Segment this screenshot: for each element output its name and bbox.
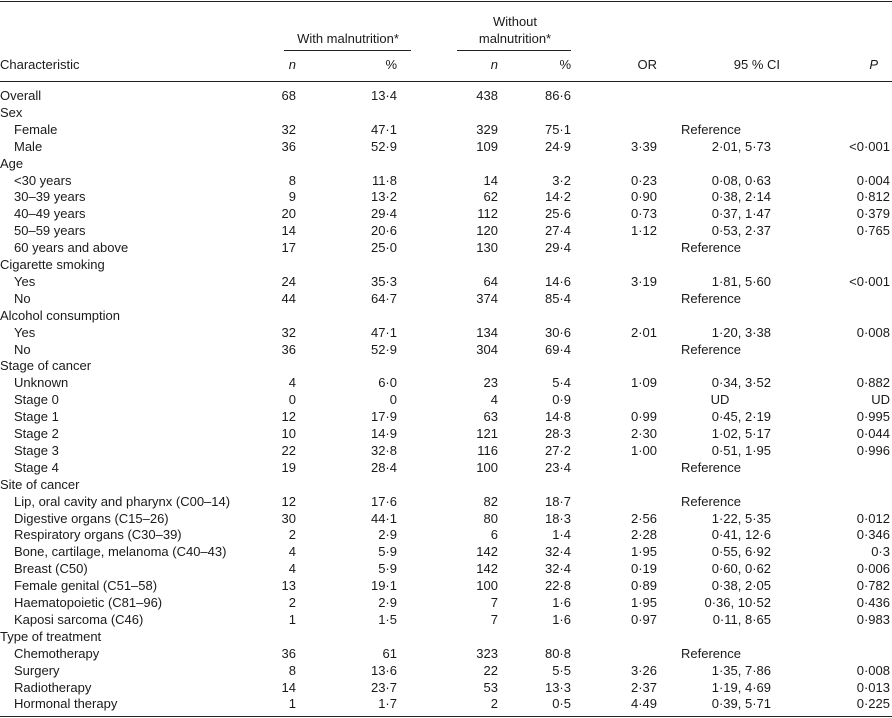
- cell-ci: 0·39, 5·71: [711, 696, 771, 712]
- cell-p: <0·001: [849, 138, 890, 154]
- cell-n2: 304: [476, 341, 498, 357]
- row-label: Digestive organs (C15–26): [14, 510, 169, 526]
- cell-ci: 0·60, 0·62: [711, 561, 771, 577]
- cell-ci: 0·41, 12·6: [711, 527, 771, 543]
- cell-n2: 2: [490, 696, 498, 712]
- row-label: 50–59 years: [14, 223, 86, 239]
- header-ci: 95 % CI: [733, 57, 780, 72]
- cell-n2: 112: [477, 206, 498, 222]
- cell-p1: 23·7: [370, 679, 397, 695]
- cell-ci: 0·37, 1·47: [711, 206, 771, 222]
- table-row: [0, 408, 892, 425]
- cell-p1: 47·1: [370, 324, 397, 340]
- group-header-row: [0, 628, 892, 645]
- cell-n1: 14: [281, 679, 296, 695]
- cell-p: <0·001: [849, 273, 890, 289]
- cell-n1: 20: [281, 206, 296, 222]
- cell-n1: 4: [288, 561, 296, 577]
- cell-n2: 63: [483, 409, 498, 425]
- cell-n2: 7: [490, 595, 498, 610]
- with-malnutrition-underline: [284, 50, 411, 51]
- row-label: No: [14, 341, 31, 357]
- header-characteristic: Characteristic: [0, 57, 80, 72]
- group-label: Stage of cancer: [0, 358, 92, 374]
- group-header-row: [0, 155, 892, 172]
- cell-n1: 8: [288, 662, 296, 678]
- cell-or: 1·95: [630, 595, 657, 610]
- cell-p1: 19·1: [370, 578, 397, 594]
- cell-ref: Reference: [681, 240, 741, 256]
- cell-n2: 329: [476, 121, 498, 137]
- cell-n1: 19: [281, 459, 296, 475]
- cell-n2: 374: [476, 290, 498, 306]
- cell-n1: 9: [288, 189, 296, 205]
- cell-ci: 2·01, 5·73: [711, 138, 771, 154]
- cell-n2: 142: [476, 561, 498, 577]
- cell-ci: 0·38, 2·05: [711, 578, 771, 594]
- cell-p: 0·346: [856, 527, 890, 543]
- header-n-without: n: [490, 57, 498, 72]
- cell-ud2: UD: [871, 392, 890, 408]
- cell-p2: 18·3: [544, 510, 571, 526]
- table-row: [0, 577, 892, 594]
- group-label: Sex: [0, 104, 23, 120]
- cell-or: 2·56: [630, 510, 657, 526]
- cell-p: 0·379: [856, 206, 890, 222]
- cell-p1: 25·0: [370, 240, 397, 256]
- cell-p: 0·225: [856, 696, 890, 712]
- cell-n2: 100: [476, 459, 498, 475]
- table-row: [0, 526, 892, 543]
- cell-ci: 1·19, 4·69: [711, 679, 771, 695]
- cell-p1: 17·6: [370, 493, 397, 509]
- table-row: [0, 459, 892, 476]
- cell-p: 0·882: [856, 375, 890, 391]
- cell-p: 0·995: [856, 409, 890, 425]
- cell-p1: 2·9: [378, 595, 397, 610]
- cell-p2: 14·2: [544, 189, 571, 205]
- cell-n2: 6: [490, 527, 498, 543]
- cell-n2: 62: [483, 189, 498, 205]
- cell-ci: 0·11, 8·65: [712, 611, 771, 627]
- row-label: <30 years: [14, 172, 72, 188]
- bottom-rule: [0, 716, 892, 717]
- without-malnutrition-underline: [457, 50, 571, 51]
- row-label: Radiotherapy: [14, 679, 92, 695]
- header-pct-without: %: [559, 57, 571, 72]
- cell-p: 0·812: [856, 189, 890, 205]
- cell-p1: 17·9: [370, 409, 397, 425]
- cell-p: 0·765: [856, 223, 890, 239]
- cell-n2: 22: [483, 662, 498, 678]
- table-row: [0, 273, 892, 290]
- cell-n1: 14: [281, 223, 296, 239]
- cell-p2: 69·4: [544, 341, 571, 357]
- cell-or: 0·19: [630, 561, 657, 577]
- row-label: Haematopoietic (C81–96): [14, 595, 163, 610]
- cell-ci: 0·34, 3·52: [711, 375, 771, 391]
- cell-n2: 120: [476, 223, 498, 239]
- cell-p: 0·436: [856, 595, 890, 610]
- table-row: [0, 121, 892, 138]
- cell-ci: 1·81, 5·60: [711, 273, 771, 289]
- table-row: [0, 611, 892, 628]
- cell-p: 0·006: [856, 561, 890, 577]
- header-p: P: [869, 57, 878, 72]
- cell-ci: 0·51, 1·95: [711, 442, 771, 458]
- cell-n1: 36: [281, 341, 296, 357]
- cell-or: 2·30: [630, 426, 657, 441]
- cell-or: 0·97: [630, 611, 657, 627]
- cell-or: 3·26: [630, 662, 657, 678]
- table-row: [0, 662, 892, 679]
- cell-n1: 22: [281, 442, 296, 458]
- cell-p2: 85·4: [544, 290, 571, 306]
- table-row: [0, 205, 892, 222]
- cell-n1: 13: [281, 578, 296, 594]
- table-row: [0, 679, 892, 696]
- cell-n1: 8: [288, 172, 296, 188]
- cell-p2: 22·8: [544, 578, 571, 594]
- cell-n1: 2: [288, 595, 296, 610]
- row-label: Hormonal therapy: [14, 696, 118, 712]
- table-row: [0, 172, 892, 189]
- cell-n2: 64: [483, 273, 498, 289]
- cell-ci: 1·35, 7·86: [711, 662, 771, 678]
- group-header-row: [0, 357, 892, 374]
- cell-n2: 121: [476, 426, 498, 441]
- cell-or: 0·23: [630, 172, 657, 188]
- cell-p1: 13·6: [370, 662, 397, 678]
- cell-ref: Reference: [681, 493, 741, 509]
- cell-n1: 0: [288, 392, 296, 408]
- cell-n2: 142: [476, 544, 498, 560]
- group-header-row: [0, 256, 892, 273]
- table-row: [0, 645, 892, 662]
- cell-n2: 53: [483, 679, 498, 695]
- row-label: Chemotherapy: [14, 645, 100, 661]
- cell-n2: 23: [483, 375, 498, 391]
- row-label: Yes: [14, 273, 36, 289]
- row-label: Overall: [0, 88, 42, 103]
- row-label: Respiratory organs (C30–39): [14, 527, 182, 543]
- cell-p: 0·044: [856, 426, 890, 441]
- cell-ci: 0·08, 0·63: [711, 172, 771, 188]
- cell-p2: 1·4: [552, 527, 571, 543]
- header-pct-with: %: [385, 57, 397, 72]
- cell-or: 0·73: [630, 206, 657, 222]
- cell-p2: 27·4: [544, 223, 571, 239]
- cell-ref: Reference: [681, 645, 741, 661]
- group-header-row: [0, 476, 892, 493]
- cell-ref: Reference: [681, 290, 741, 306]
- cell-ref: Reference: [681, 121, 741, 137]
- row-label: Surgery: [14, 662, 60, 678]
- cell-ci: 0·38, 2·14: [711, 189, 771, 205]
- row-label: Kaposi sarcoma (C46): [14, 611, 144, 627]
- cell-or: 3·19: [630, 273, 657, 289]
- row-label: Breast (C50): [14, 561, 88, 577]
- header-n-with: n: [288, 57, 296, 72]
- cell-ci: 0·36, 10·52: [704, 595, 771, 610]
- cell-n1: 17: [281, 240, 296, 256]
- cell-ci: 0·53, 2·37: [711, 223, 771, 239]
- cell-p2: 0·9: [552, 392, 571, 408]
- header-without-line1: Without: [492, 14, 538, 29]
- row-label: 40–49 years: [14, 206, 86, 222]
- row-label: Female genital (C51–58): [14, 578, 158, 594]
- cell-p2: 30·6: [544, 324, 571, 340]
- cell-p2: 13·3: [544, 679, 571, 695]
- cell-p1: 29·4: [370, 206, 397, 222]
- table-row: [0, 188, 892, 205]
- cell-n1: 1: [288, 611, 296, 627]
- cell-n1: 30: [281, 510, 296, 526]
- cell-n2: 82: [483, 493, 498, 509]
- cell-p1: 1·5: [378, 611, 397, 627]
- cell-or: 1·09: [630, 375, 657, 391]
- table-row: [0, 493, 892, 510]
- cell-n2: 4: [490, 392, 498, 408]
- table-row: [0, 560, 892, 577]
- table-row: [0, 695, 892, 712]
- row-label: Stage 1: [14, 409, 59, 425]
- group-label: Type of treatment: [0, 628, 102, 644]
- table-row: [0, 87, 892, 104]
- cell-p1: 52·9: [370, 138, 397, 154]
- cell-n2: 80: [483, 510, 498, 526]
- cell-p1: 44·1: [370, 510, 397, 526]
- row-label: Bone, cartilage, melanoma (C40–43): [14, 544, 227, 560]
- cell-p1: 32·8: [370, 442, 397, 458]
- cell-n1: 12: [281, 493, 296, 509]
- cell-n1: 4: [288, 544, 296, 560]
- cell-p: 0·996: [856, 442, 890, 458]
- cell-n2: 109: [476, 138, 498, 154]
- cell-or: 4·49: [630, 696, 657, 712]
- cell-or: 0·89: [630, 578, 657, 594]
- cell-n1: 36: [281, 138, 296, 154]
- header-without-line2: malnutrition*: [478, 31, 552, 46]
- cell-or: 3·39: [630, 138, 657, 154]
- table-row: [0, 290, 892, 307]
- cell-p2: 29·4: [544, 240, 571, 256]
- row-label: Stage 4: [14, 459, 59, 475]
- group-header-row: [0, 104, 892, 121]
- cell-ci: 1·22, 5·35: [711, 510, 771, 526]
- cell-n1: 1: [288, 696, 296, 712]
- cell-p: 0·008: [856, 324, 890, 340]
- cell-p2: 1·6: [552, 611, 571, 627]
- cell-p: 0·983: [856, 611, 890, 627]
- cell-p2: 14·8: [544, 409, 571, 425]
- table-row: [0, 138, 892, 155]
- group-label: Age: [0, 155, 24, 171]
- cell-p1: 13·4: [370, 88, 397, 103]
- cell-n2: 438: [476, 88, 498, 103]
- cell-p2: 25·6: [544, 206, 571, 222]
- top-rule: [0, 1, 892, 2]
- header-with-malnutrition: With malnutrition*: [297, 31, 399, 46]
- cell-p1: 2·9: [378, 527, 397, 543]
- cell-p2: 5·4: [552, 375, 571, 391]
- table-row: [0, 543, 892, 560]
- cell-p2: 32·4: [544, 561, 571, 577]
- cell-or: 1·95: [630, 544, 657, 560]
- row-label: 60 years and above: [14, 240, 129, 256]
- cell-or: 1·12: [630, 223, 657, 239]
- table-row: [0, 425, 892, 442]
- table-row: [0, 239, 892, 256]
- cell-n1: 44: [281, 290, 296, 306]
- cell-p2: 23·4: [544, 459, 571, 475]
- cell-n2: 7: [490, 611, 498, 627]
- cell-n2: 100: [476, 578, 498, 594]
- row-label: Lip, oral cavity and pharynx (C00–14): [14, 493, 231, 509]
- group-label: Alcohol consumption: [0, 307, 120, 323]
- cell-p2: 80·8: [544, 645, 571, 661]
- cell-or: 0·99: [630, 409, 657, 425]
- cell-p: 0·008: [856, 662, 890, 678]
- cell-p: 0·013: [856, 679, 890, 695]
- cell-n1: 32: [281, 324, 296, 340]
- cell-or: 2·28: [630, 527, 657, 543]
- table-row: [0, 222, 892, 239]
- cell-n1: 4: [288, 375, 296, 391]
- cell-p1: 47·1: [370, 121, 397, 137]
- row-label: Stage 3: [14, 442, 59, 458]
- cell-ci: 0·55, 6·92: [711, 544, 771, 560]
- cell-p1: 0: [389, 392, 397, 408]
- cell-n1: 10: [281, 426, 296, 441]
- cell-p: 0·782: [856, 578, 890, 594]
- cell-n1: 68: [281, 88, 296, 103]
- cell-n1: 12: [281, 409, 296, 425]
- table-row: [0, 324, 892, 341]
- cell-n2: 130: [476, 240, 498, 256]
- cell-or: 2·01: [630, 324, 657, 340]
- group-label: Cigarette smoking: [0, 257, 105, 272]
- group-header-row: [0, 307, 892, 324]
- table-row: [0, 391, 892, 408]
- cell-p1: 13·2: [370, 189, 397, 205]
- row-label: Female: [14, 121, 58, 137]
- cell-p2: 0·5: [552, 696, 571, 712]
- cell-ref: Reference: [681, 459, 741, 475]
- row-label: Stage 0: [14, 392, 59, 408]
- row-label: Stage 2: [14, 426, 59, 441]
- cell-p: 0·004: [856, 172, 890, 188]
- header-rule: [0, 81, 892, 82]
- row-label: 30–39 years: [14, 189, 86, 205]
- cell-p1: 64·7: [370, 290, 397, 306]
- cell-p2: 24·9: [544, 138, 571, 154]
- cell-p2: 32·4: [544, 544, 571, 560]
- cell-p1: 14·9: [370, 426, 397, 441]
- row-label: Yes: [14, 324, 36, 340]
- table-row: [0, 442, 892, 459]
- cell-p2: 3·2: [552, 172, 571, 188]
- cell-ref: Reference: [681, 341, 741, 357]
- cell-ci: 1·20, 3·38: [711, 324, 771, 340]
- table-row: [0, 510, 892, 527]
- row-label: Male: [14, 138, 43, 154]
- cell-p2: 86·6: [544, 88, 571, 103]
- group-label: Site of cancer: [0, 476, 80, 492]
- cell-p1: 5·9: [378, 544, 397, 560]
- cell-n2: 134: [476, 324, 498, 340]
- cell-or: 0·90: [630, 189, 657, 205]
- cell-p2: 1·6: [552, 595, 571, 610]
- cell-ud1: UD: [710, 392, 730, 408]
- cell-n1: 24: [281, 273, 296, 289]
- cell-n1: 36: [281, 645, 296, 661]
- cell-p: 0·3: [871, 544, 890, 560]
- cell-p2: 28·3: [544, 426, 571, 441]
- cell-p1: 61: [382, 645, 397, 661]
- cell-p: 0·012: [856, 510, 890, 526]
- cell-p1: 20·6: [370, 223, 397, 239]
- row-label: No: [14, 290, 31, 306]
- cell-p1: 28·4: [370, 459, 397, 475]
- cell-or: 1·00: [630, 442, 657, 458]
- cell-p2: 18·7: [544, 493, 571, 509]
- cell-p1: 52·9: [370, 341, 397, 357]
- cell-p1: 35·3: [370, 273, 397, 289]
- cell-p1: 6·0: [378, 375, 397, 391]
- cell-p2: 5·5: [552, 662, 571, 678]
- cell-p1: 11·8: [371, 172, 397, 188]
- cell-n2: 323: [476, 645, 498, 661]
- cell-p1: 5·9: [378, 561, 397, 577]
- row-label: Unknown: [14, 375, 69, 391]
- header-or: OR: [637, 57, 657, 72]
- table-row: [0, 594, 892, 611]
- cell-n1: 2: [288, 527, 296, 543]
- cell-n2: 14: [483, 172, 498, 188]
- cell-p1: 1·7: [378, 696, 397, 712]
- table-row: [0, 374, 892, 391]
- cell-p2: 75·1: [544, 121, 571, 137]
- cell-ci: 0·45, 2·19: [711, 409, 771, 425]
- cell-n2: 116: [477, 442, 498, 458]
- cell-n1: 32: [281, 121, 296, 137]
- cell-or: 2·37: [630, 679, 657, 695]
- cell-p2: 14·6: [544, 273, 571, 289]
- cell-p2: 27·2: [544, 442, 571, 458]
- cell-ci: 1·02, 5·17: [711, 426, 771, 441]
- table-row: [0, 341, 892, 358]
